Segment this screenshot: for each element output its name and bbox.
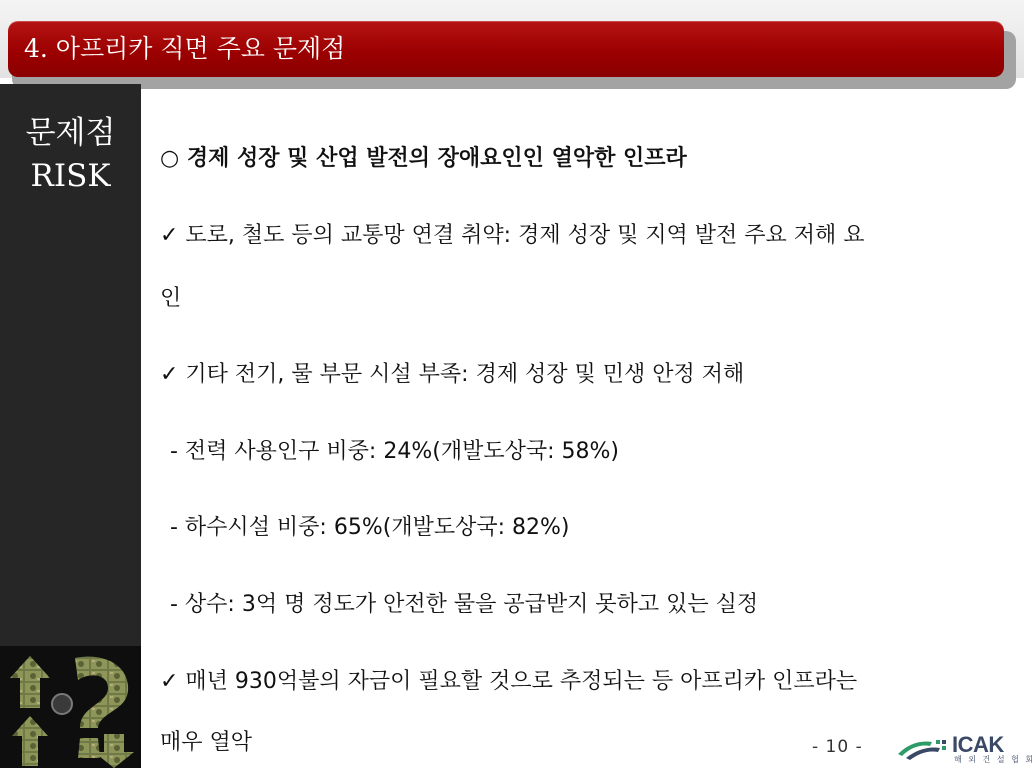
bullet-funding-line1: ✓ 매년 930억불의 자금이 필요할 것으로 추정되는 등 아프리카 인프라는 [160,669,858,694]
content-heading: ○ 경제 성장 및 산업 발전의 장애요인인 열악한 인프라 [160,146,687,171]
sub-sewage: - 하수시설 비중: 65%(개발도상국: 82%) [170,515,570,540]
arrows-question-icon [0,646,141,768]
sub-electricity: - 전력 사용인구 비중: 24%(개발도상국: 58%) [170,439,619,464]
sidebar-label-risk: RISK [30,158,111,194]
sidebar-label-korean: 문제점 [25,115,116,151]
slide-title: 4. 아프리카 직면 주요 문제점 [24,34,346,63]
bullet-funding-line2: 매우 열악 [160,730,253,755]
sidebar-label [0,112,141,198]
logo-name: ICAK [952,732,1004,757]
bullet-transport-line2: 인 [160,286,182,311]
page-number: - 10 - [812,737,863,757]
icak-logo [896,732,1035,766]
title-bar [8,21,1004,77]
risk-question-image [0,646,141,768]
sub-water: - 상수: 3억 명 정도가 안전한 물을 공급받지 못하고 있는 실정 [170,592,759,617]
sidebar [0,84,141,768]
bullet-transport-line1: ✓ 도로, 철도 등의 교통망 연결 취약: 경제 성장 및 지역 발전 주요 저해 요 [160,223,865,248]
logo-subtitle: 해 외 건 설 협 회 [954,755,1035,764]
bullet-utilities: ✓ 기타 전기, 물 부문 시설 부족: 경제 성장 및 민생 안정 저해 [160,362,745,387]
icak-logo-icon [896,734,954,764]
